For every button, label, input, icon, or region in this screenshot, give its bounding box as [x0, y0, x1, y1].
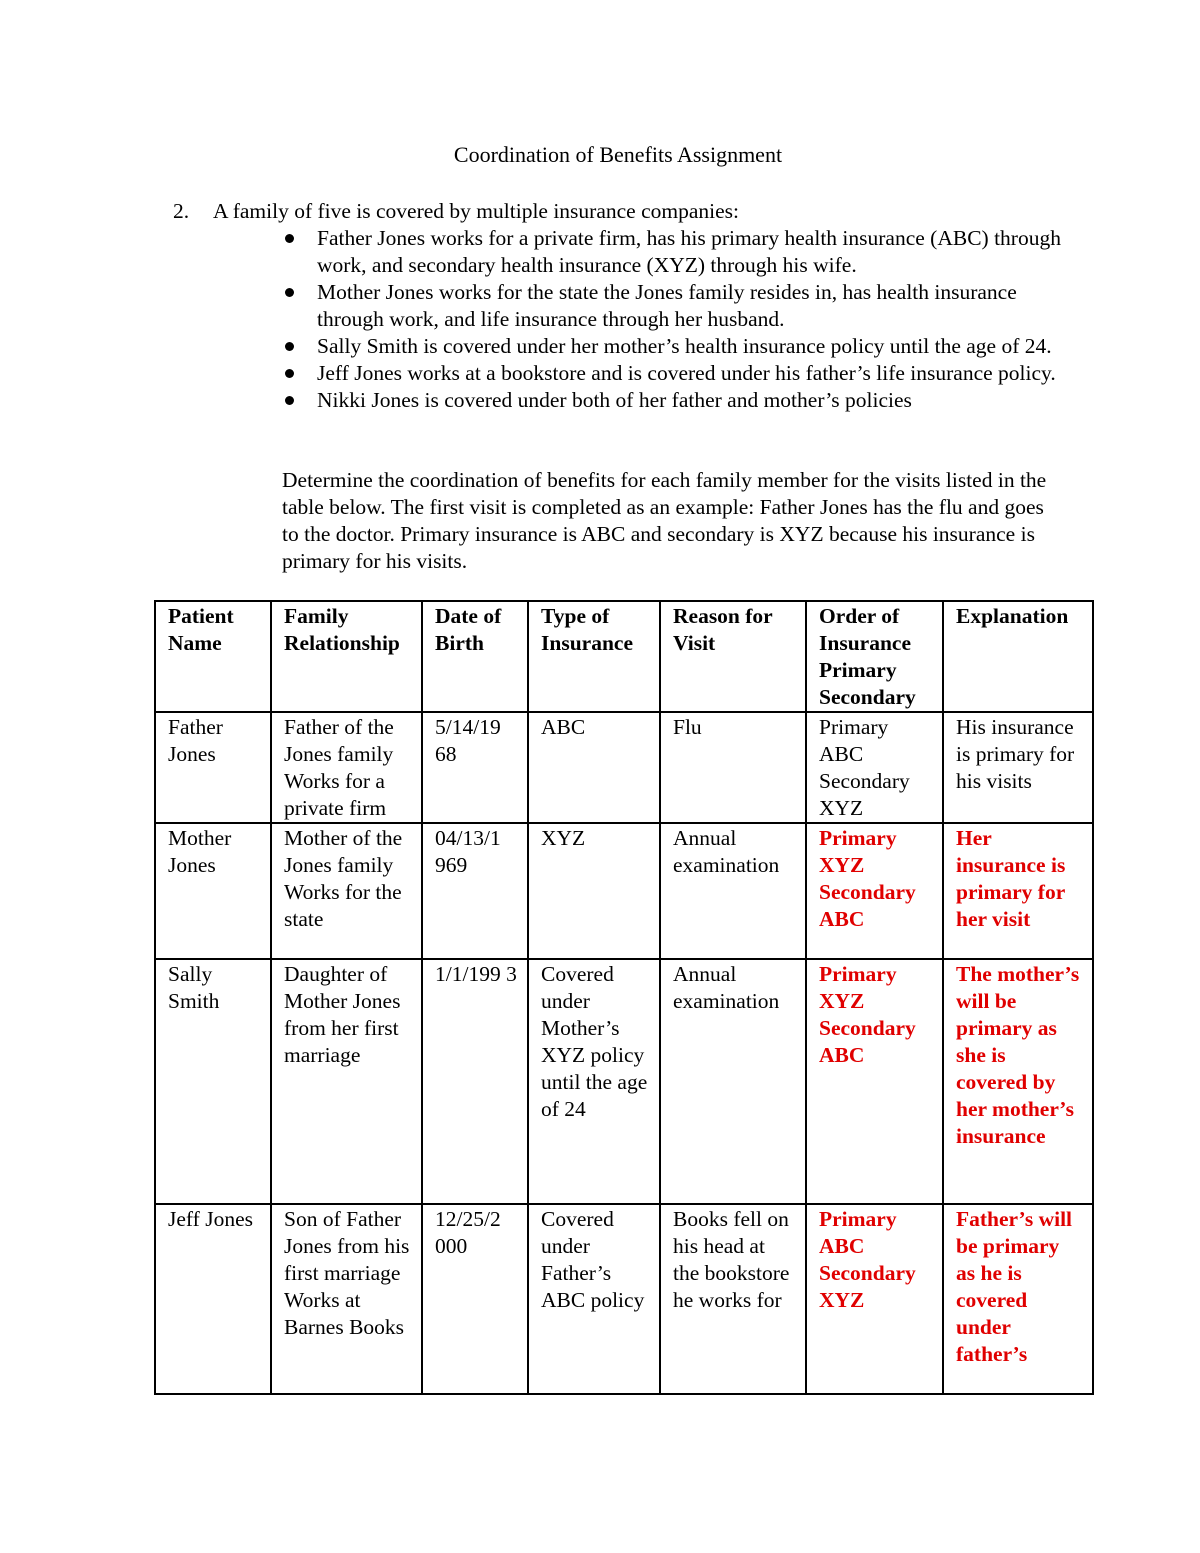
cell-dob: 1/1/199 3 — [422, 959, 528, 1204]
cell-patient: Jeff Jones — [155, 1204, 271, 1394]
cell-order: Primary XYZ Secondary ABC — [806, 823, 943, 959]
cell-reason: Books fell on his head at the bookstore he works for — [660, 1204, 806, 1394]
table-row — [155, 959, 1093, 1204]
header-reason-for-visit: Reason for Visit — [660, 601, 806, 712]
bullet-icon — [285, 342, 294, 351]
benefits-table — [154, 600, 1094, 1395]
header-explanation: Explanation — [943, 601, 1093, 712]
cell-relationship: Son of Father Jones from his first marriage Works at Barnes Books — [271, 1204, 422, 1394]
question-number: 2. — [173, 199, 190, 223]
cell-order: Primary ABC Secondary XYZ — [806, 1204, 943, 1394]
cell-explanation: The mother’s will be primary as she is covered by her mother’s insurance — [943, 959, 1093, 1204]
cell-relationship: Mother of the Jones family Works for the state — [271, 823, 422, 959]
cell-type: ABC — [528, 712, 660, 823]
bullet-icon — [285, 369, 294, 378]
table-row — [155, 712, 1093, 823]
cell-type: XYZ — [528, 823, 660, 959]
family-coverage-list — [285, 225, 1075, 414]
cell-dob: 04/13/1 969 — [422, 823, 528, 959]
header-patient-name: Patient Name — [155, 601, 271, 712]
bullet-icon — [285, 288, 294, 297]
list-item: Jeff Jones works at a bookstore and is covered under his father’s life insurance policy. — [285, 360, 1075, 387]
list-item: Mother Jones works for the state the Jones family resides in, has health insurance through work, and life insurance through her husband. — [285, 279, 1075, 333]
cell-reason: Annual examination — [660, 823, 806, 959]
list-item: Sally Smith is covered under her mother’s health insurance policy until the age of 24. — [285, 333, 1075, 360]
cell-explanation: Father’s will be primary as he is covered under father’s — [943, 1204, 1093, 1394]
cell-explanation: His insurance is primary for his visits — [943, 712, 1093, 823]
cell-explanation: Her insurance is primary for her visit — [943, 823, 1093, 959]
cell-reason: Flu — [660, 712, 806, 823]
table-row — [155, 1204, 1093, 1394]
cell-dob: 12/25/2 000 — [422, 1204, 528, 1394]
header-type-of-insurance: Type of Insurance — [528, 601, 660, 712]
cell-relationship: Father of the Jones family Works for a private firm — [271, 712, 422, 823]
question-intro — [173, 198, 1073, 225]
table-header-row — [155, 601, 1093, 712]
cell-type: Covered under Father’s ABC policy — [528, 1204, 660, 1394]
cell-reason: Annual examination — [660, 959, 806, 1204]
cell-patient: Father Jones — [155, 712, 271, 823]
cell-order: Primary XYZ Secondary ABC — [806, 959, 943, 1204]
header-order-of-insurance: Order of Insurance Primary Secondary — [806, 601, 943, 712]
cell-order: Primary ABC Secondary XYZ — [806, 712, 943, 823]
list-item: Father Jones works for a private firm, has his primary health insurance (ABC) through work, and secondary health insurance (XYZ) through his wife. — [285, 225, 1075, 279]
document-title: Coordination of Benefits Assignment — [453, 142, 783, 167]
cell-dob: 5/14/19 68 — [422, 712, 528, 823]
bullet-icon — [285, 396, 294, 405]
instructions-paragraph: Determine the coordination of benefits for each family member for the visits listed in the table below. The first visit is completed as an example: Father Jones has the flu and goes to the doctor. Primary insurance is ABC and secondary is XYZ because his insurance is primary for his visits. — [282, 468, 1047, 573]
list-item: Nikki Jones is covered under both of her father and mother’s policies — [285, 387, 1075, 414]
cell-relationship: Daughter of Mother Jones from her first marriage — [271, 959, 422, 1204]
cell-patient: Mother Jones — [155, 823, 271, 959]
header-family-relationship: Family Relationship — [271, 601, 422, 712]
cell-patient: Sally Smith — [155, 959, 271, 1204]
bullet-icon — [285, 234, 294, 243]
cell-type: Covered under Mother’s XYZ policy until the age of 24 — [528, 959, 660, 1204]
table-row — [155, 823, 1093, 959]
header-date-of-birth: Date of Birth — [422, 601, 528, 712]
question-text: A family of five is covered by multiple insurance companies: — [213, 199, 740, 223]
